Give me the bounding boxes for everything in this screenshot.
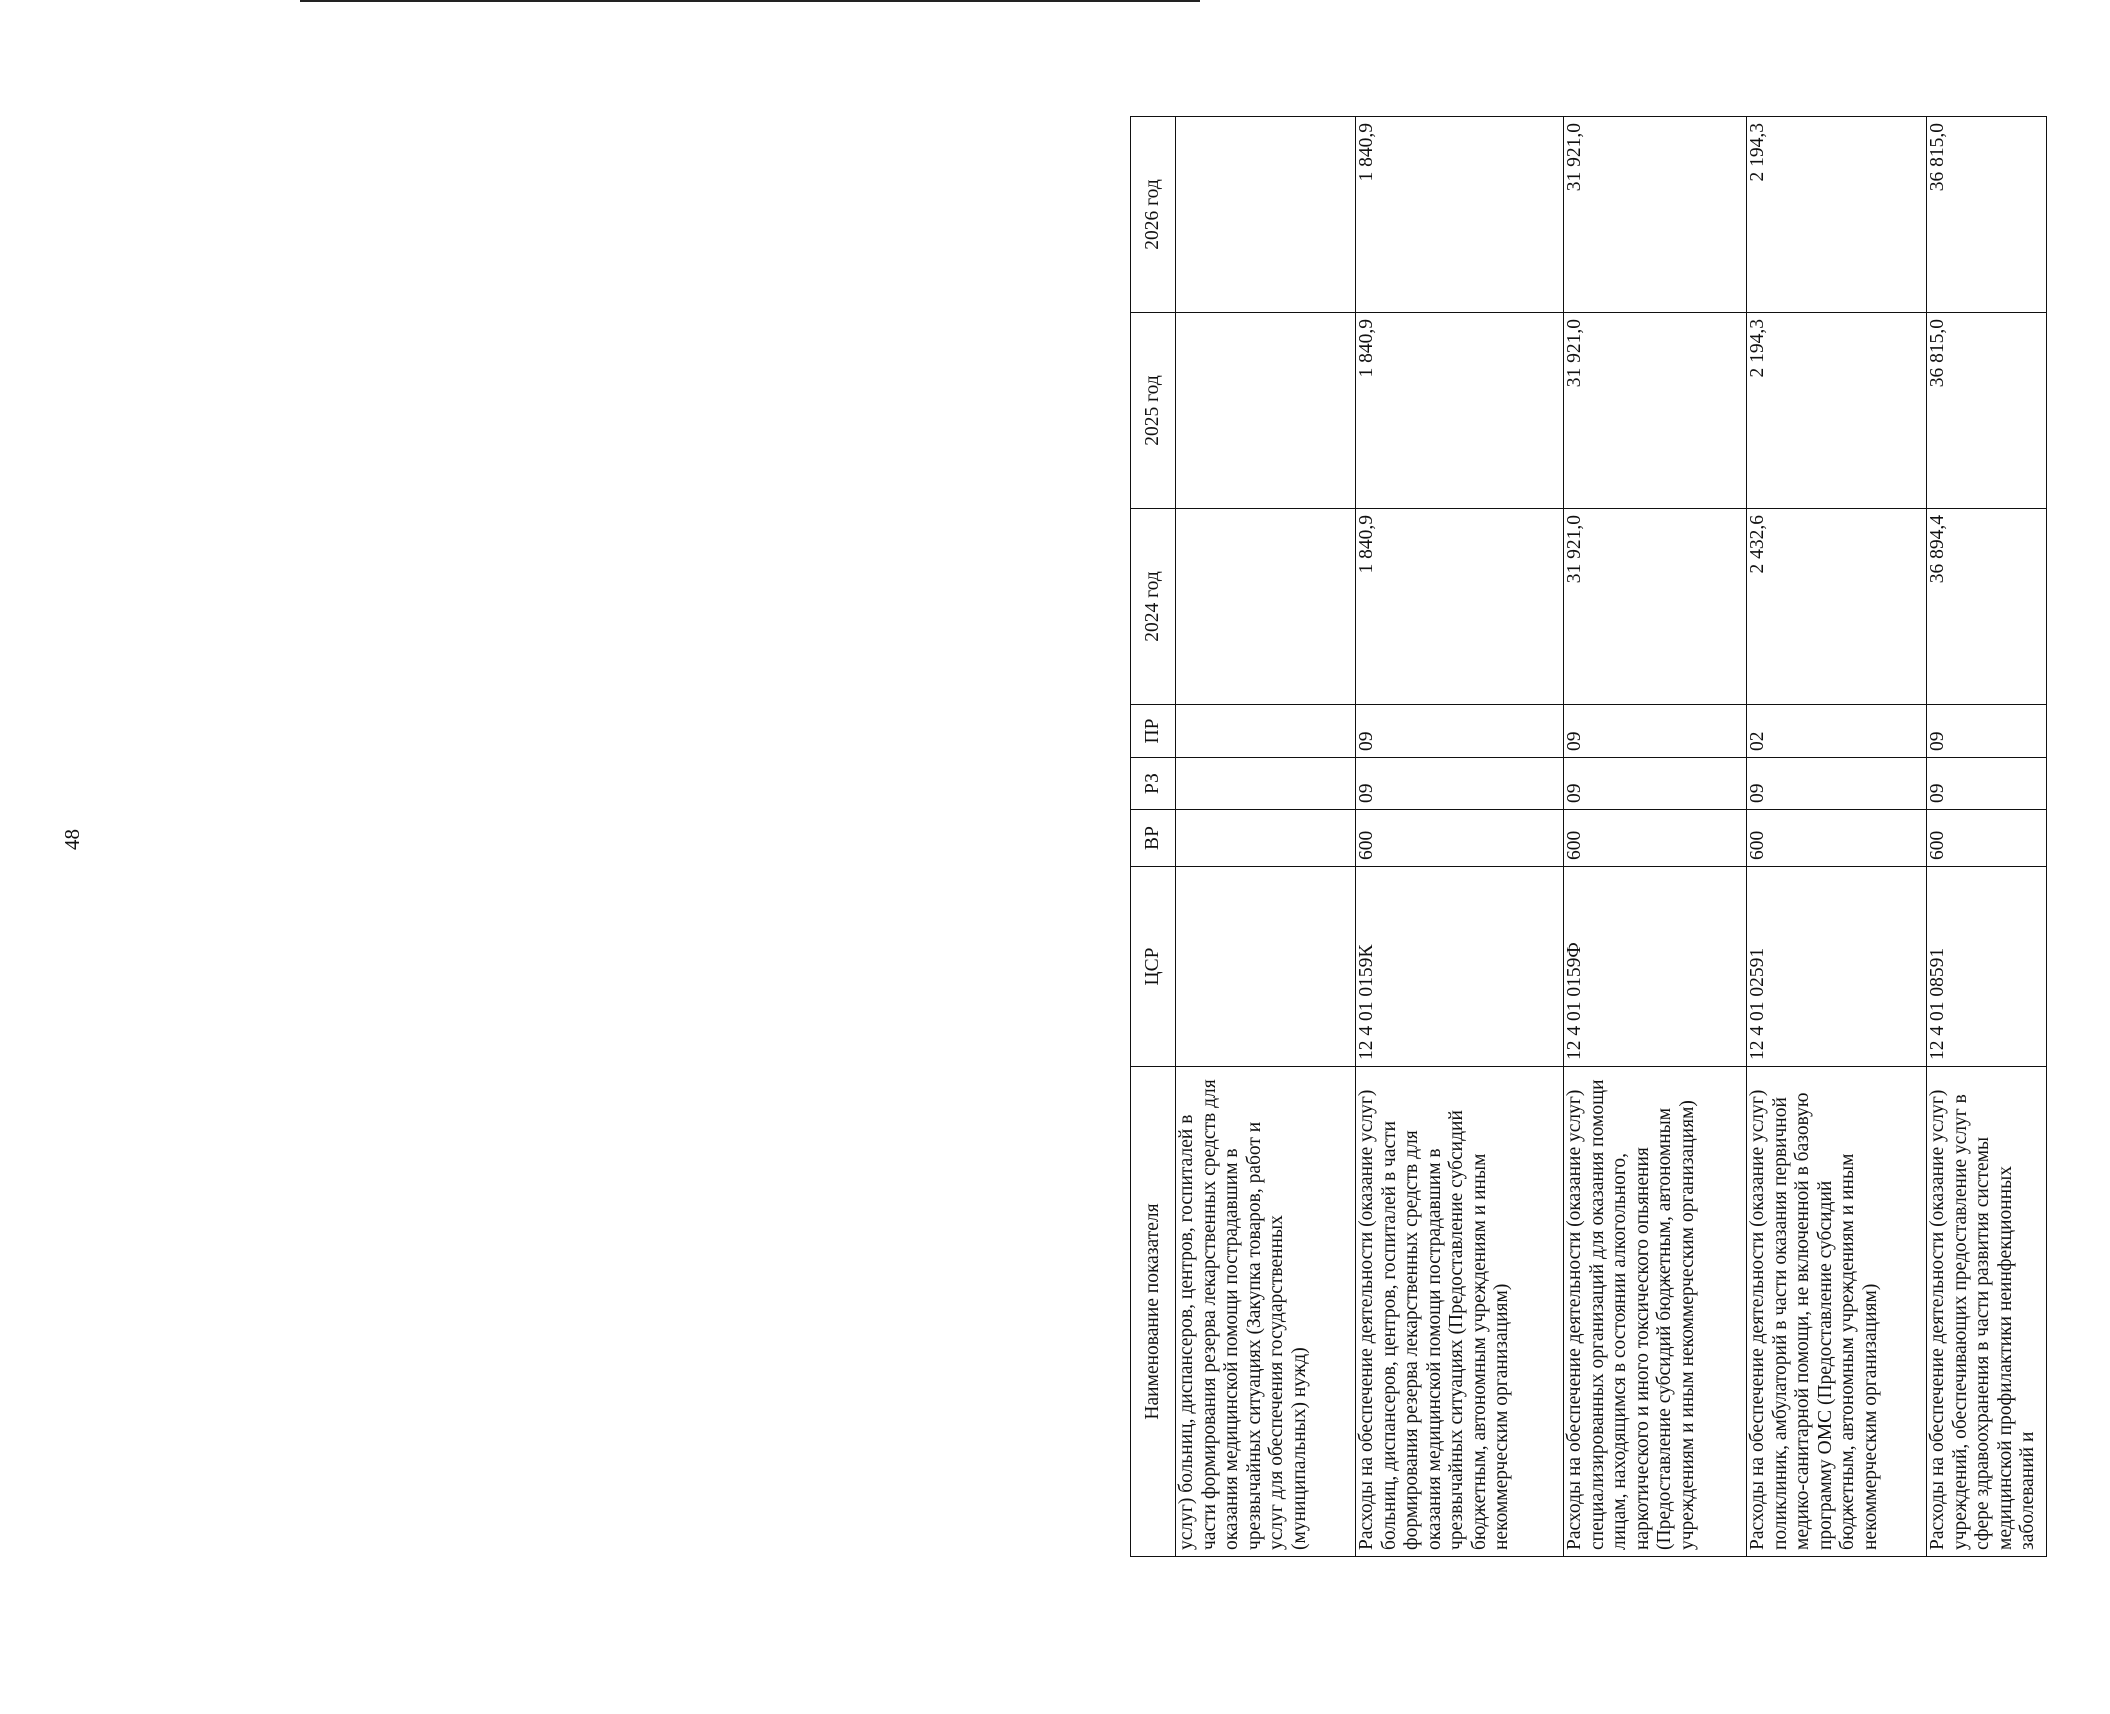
table-header-row bbox=[1131, 117, 1176, 1557]
cell-2026: 1 840,9 bbox=[1356, 117, 1564, 313]
cell-rz: 09 bbox=[1747, 758, 1927, 810]
cell-rz: 09 bbox=[1356, 758, 1564, 810]
cell-csr bbox=[1176, 867, 1356, 1067]
page-number: 48 bbox=[60, 829, 84, 850]
cell-rz bbox=[1176, 758, 1356, 810]
cell-pr: 09 bbox=[1564, 705, 1747, 758]
cell-2026: 36 815,0 bbox=[1927, 117, 2047, 313]
table-row bbox=[1176, 117, 1356, 1557]
table-row bbox=[1747, 117, 1927, 1557]
cell-csr: 12 4 01 02591 bbox=[1747, 867, 1927, 1067]
cell-pr: 09 bbox=[1927, 705, 2047, 758]
header-name: Наименование показателя bbox=[1131, 1067, 1176, 1557]
cell-2024: 36 894,4 bbox=[1927, 509, 2047, 705]
header-2026: 2026 год bbox=[1131, 117, 1176, 313]
table-row bbox=[1356, 117, 1564, 1557]
cell-2024: 2 432,6 bbox=[1747, 509, 1927, 705]
cell-csr: 12 4 01 0159Ф bbox=[1564, 867, 1747, 1067]
cell-pr: 09 bbox=[1356, 705, 1564, 758]
cell-2026 bbox=[1176, 117, 1356, 313]
budget-table bbox=[1130, 116, 2047, 1557]
cell-2026: 31 921,0 bbox=[1564, 117, 1747, 313]
header-vr: ВР bbox=[1131, 810, 1176, 867]
cell-name: Расходы на обеспечение деятельности (оказание услуг) специализированных организаций для оказания помощи лицам, находящимся в состоянии алкогольного, наркотического и иного токсического опьянения (Предоставление субсидий бюджетным, автономным учреждениям и иным некоммерческим организациям) bbox=[1564, 1067, 1747, 1557]
header-csr: ЦСР bbox=[1131, 867, 1176, 1067]
cell-pr bbox=[1176, 705, 1356, 758]
table-row bbox=[1564, 117, 1747, 1557]
cell-vr: 600 bbox=[1927, 810, 2047, 867]
cell-vr: 600 bbox=[1564, 810, 1747, 867]
cell-vr bbox=[1176, 810, 1356, 867]
header-2025: 2025 год bbox=[1131, 313, 1176, 509]
cell-2026: 2 194,3 bbox=[1747, 117, 1927, 313]
cell-name: Расходы на обеспечение деятельности (оказание услуг) учреждений, обеспечивающих предоставление услуг в сфере здравоохранения в части развития системы медицинской профилактики неинфекционных заболеваний и bbox=[1927, 1067, 2047, 1557]
cell-rz: 09 bbox=[1927, 758, 2047, 810]
cell-name: услуг) больниц, диспансеров, центров, госпиталей в части формирования резерва лекарственных средств для оказания медицинской помощи пострадавшим в чрезвычайных ситуациях (Закупка товаров, работ и услуг для обеспечения государственных (муниципальных) нужд) bbox=[1176, 1067, 1356, 1557]
header-rz: РЗ bbox=[1131, 758, 1176, 810]
cell-2025: 1 840,9 bbox=[1356, 313, 1564, 509]
cell-2024 bbox=[1176, 509, 1356, 705]
scan-top-edge bbox=[300, 0, 1200, 2]
header-2024: 2024 год bbox=[1131, 509, 1176, 705]
cell-2025: 36 815,0 bbox=[1927, 313, 2047, 509]
cell-2025 bbox=[1176, 313, 1356, 509]
cell-2024: 31 921,0 bbox=[1564, 509, 1747, 705]
cell-csr: 12 4 01 0159К bbox=[1356, 867, 1564, 1067]
header-pr: ПР bbox=[1131, 705, 1176, 758]
cell-rz: 09 bbox=[1564, 758, 1747, 810]
cell-2024: 1 840,9 bbox=[1356, 509, 1564, 705]
cell-name: Расходы на обеспечение деятельности (оказание услуг) поликлиник, амбулаторий в части оказания первичной медико-санитарной помощи, не включенной в базовую программу ОМС (Предоставление субсидий бюджетным, автономным учреждениям и иным некоммерческим организациям) bbox=[1747, 1067, 1927, 1557]
cell-name: Расходы на обеспечение деятельности (оказание услуг) больниц, диспансеров, центров, госпиталей в части формирования резерва лекарственных средств для оказания медицинской помощи пострадавшим в чрезвычайных ситуациях (Предоставление субсидий бюджетным, автономным учреждениям и иным некоммерческим организациям) bbox=[1356, 1067, 1564, 1557]
rotated-table-container bbox=[1130, 117, 2110, 1557]
cell-2025: 31 921,0 bbox=[1564, 313, 1747, 509]
cell-csr: 12 4 01 08591 bbox=[1927, 867, 2047, 1067]
cell-pr: 02 bbox=[1747, 705, 1927, 758]
cell-vr: 600 bbox=[1356, 810, 1564, 867]
table-row bbox=[1927, 117, 2047, 1557]
cell-2025: 2 194,3 bbox=[1747, 313, 1927, 509]
cell-vr: 600 bbox=[1747, 810, 1927, 867]
